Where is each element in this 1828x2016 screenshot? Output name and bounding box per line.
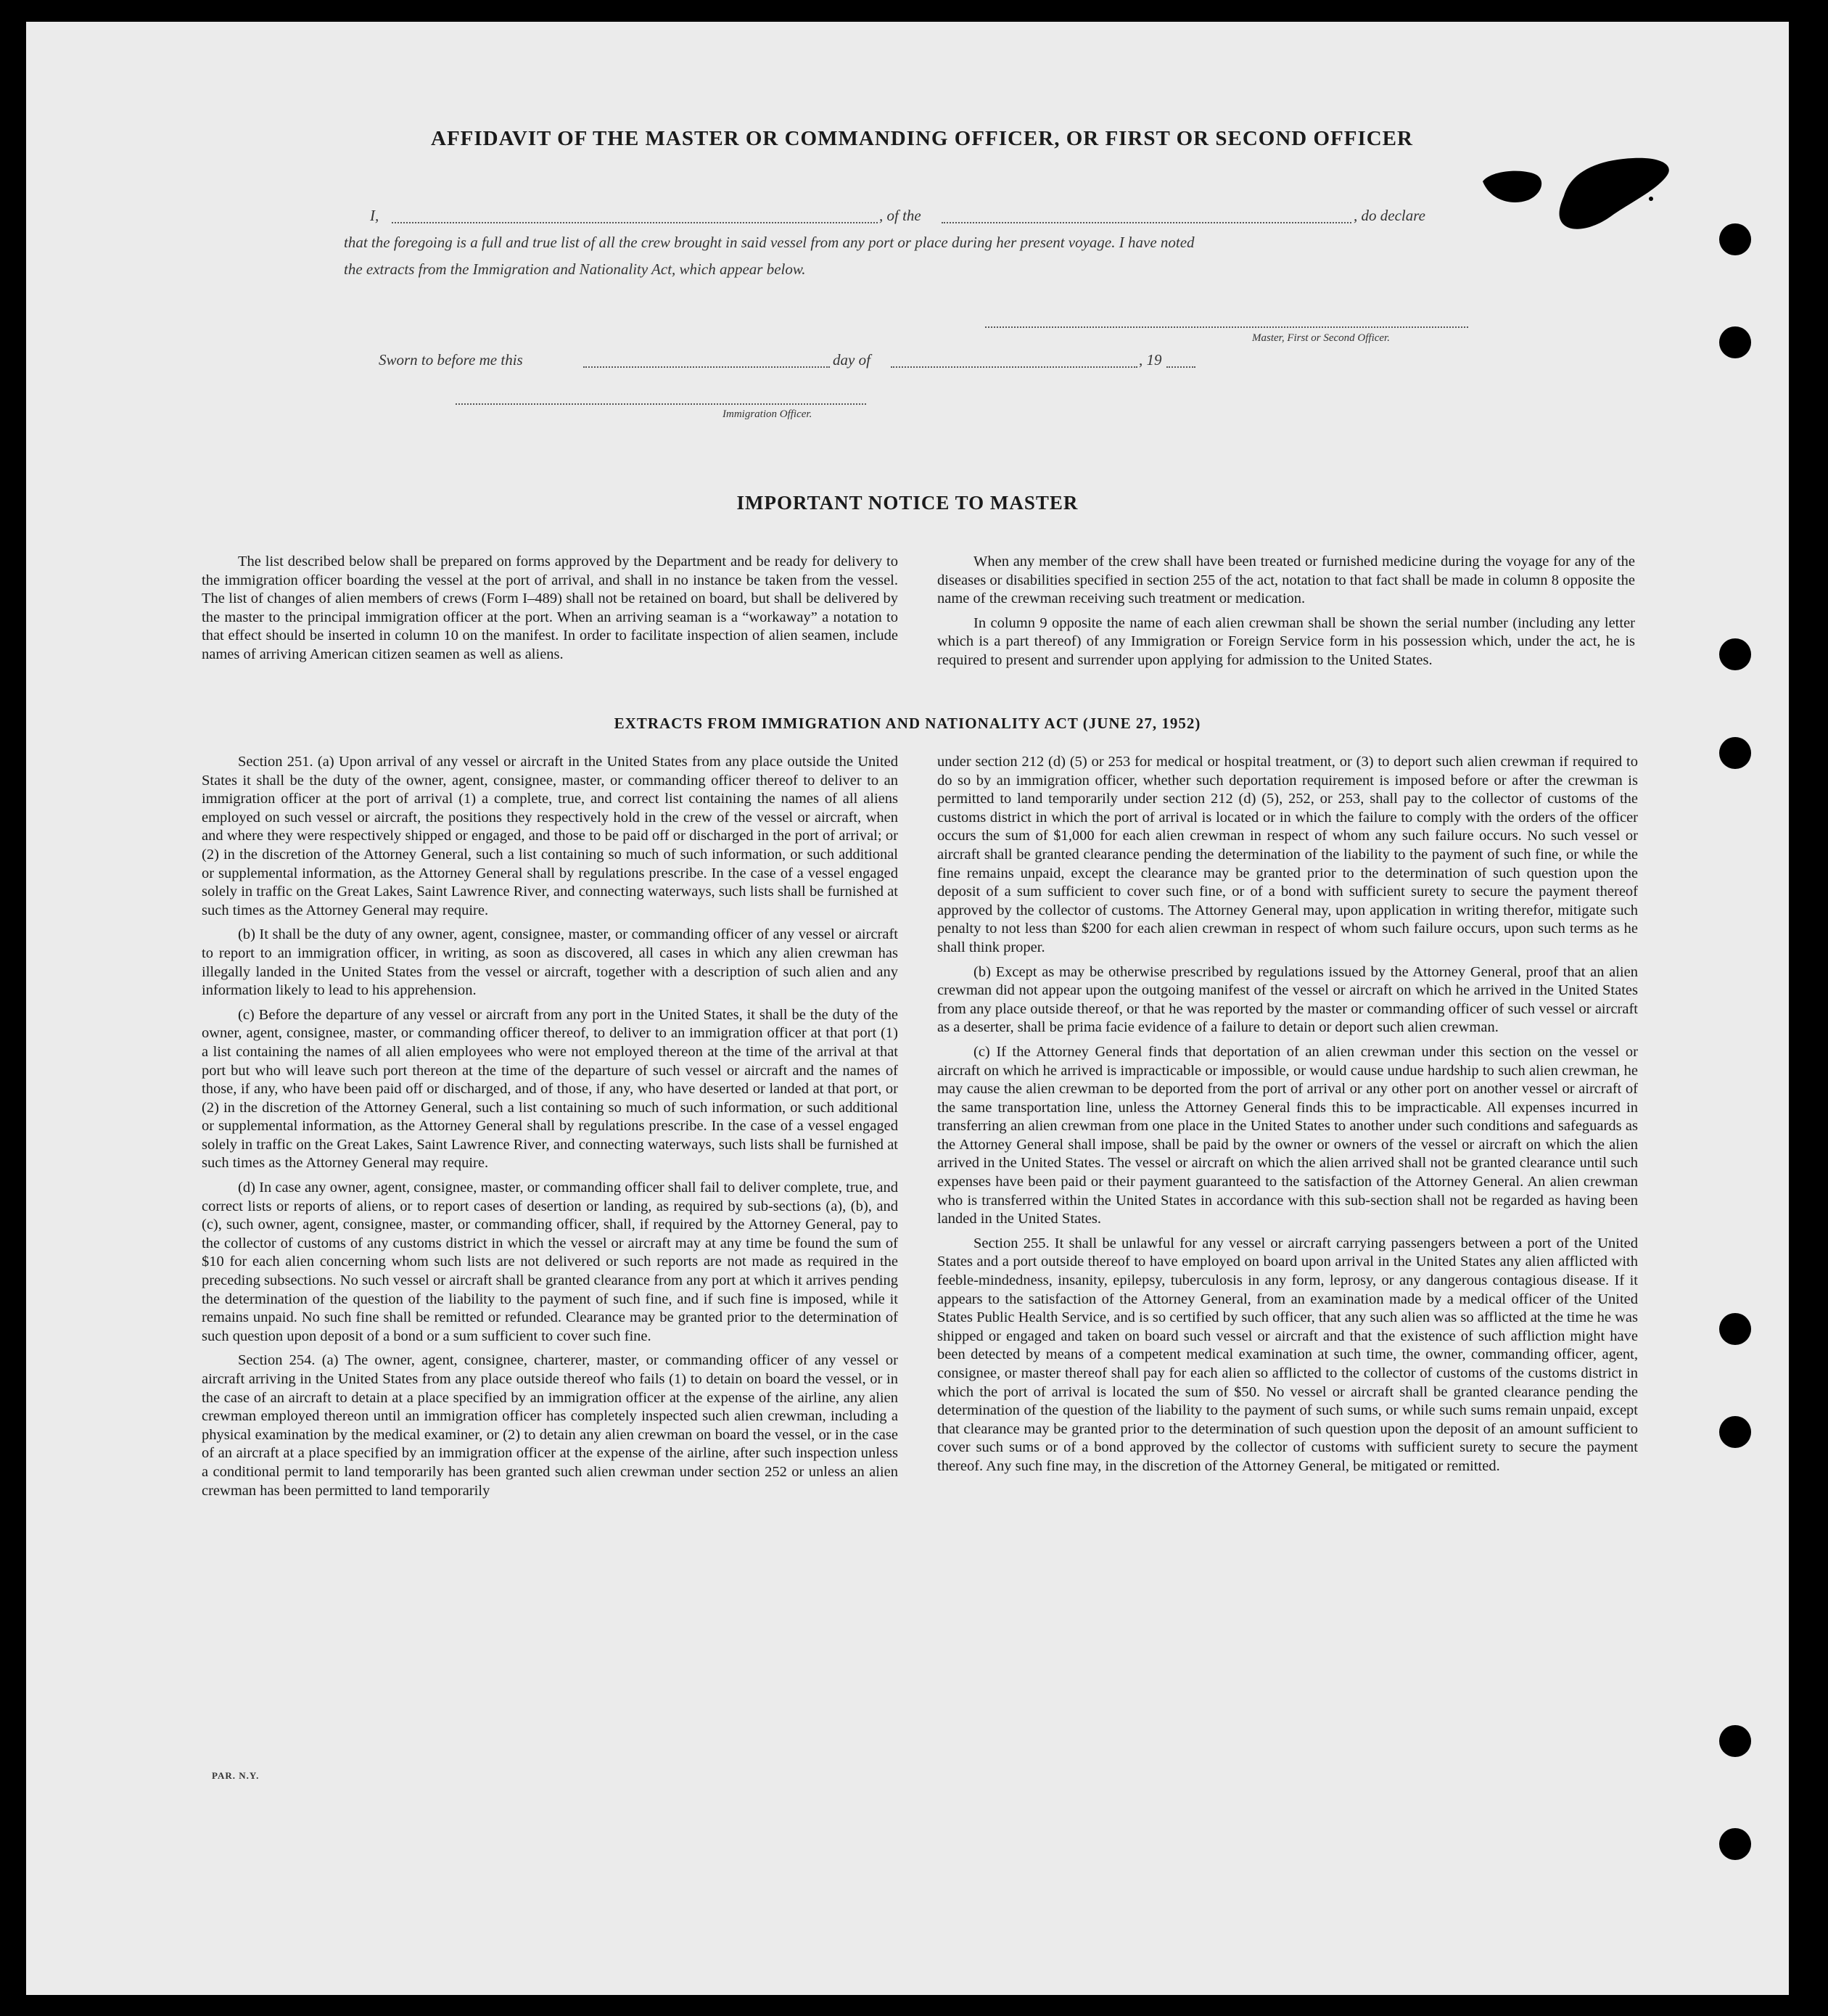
statute-paragraph: under section 212 (d) (5) or 253 for medical or hospital treatment, or (3) to deport such alien crewman if required to do so by an immigration officer, whether such deportation requirement is imposed before or after the crewman is permitted to land temporarily under section 212 (d) (5), 252, or 253, shall pay to the collector of customs of the customs district in which the port of arrival is located or in which the failure to comply with the orders of the officer occurs the sum of $1,000 for each alien crewman in respect of whom any such failure occurs. No such vessel or aircraft shall be granted clearance pending the determination of the liability to the payment of such fine, or while the fine remains unpaid, except the clearance may be granted prior to the determination of such question upon the deposit of a sum sufficient to cover such fine, or of a bond with sufficient surety to secure the payment thereof approved by the collector of customs. The Attorney General may, upon application in writing therefor, mitigate such penalty to not less than $200 for each alien crewman in respect of whom such failure occurs, upon such terms as he shall think proper. [937,754,1638,955]
punch-hole [1719,638,1751,670]
statute-paragraph: Section 251. (a) Upon arrival of any vessel or aircraft in the United States from any place outside the United States it shall be the duty of the owner, agent, consignee, master, or commanding officer thereof to deliver to an immigration officer at the port of arrival (1) a complete, true, and correct list containing the names of all aliens employed on such vessel or aircraft, the positions they respectively hold in the crew of the vessel or aircraft, when and where they were respectively shipped or engaged, and those to be paid off or discharged in the port of arrival; or (2) in the discretion of the Attorney General, such a list containing so much of such information, or such additional or supplemental information, as the Attorney General shall by regulations prescribe. In the case of a vessel engaged solely in traffic on the Great Lakes, Saint Lawrence River, and connecting waterways, such lists shall be furnished at such times as the Attorney General may require. [202,754,898,918]
punch-hole [1719,737,1751,769]
day-of-label: day of [833,351,870,369]
statute-paragraph: (b) Except as may be otherwise prescribed by regulations issued by the Attorney General, proof that an alien crewman did not appear upon the outgoing manifest of the vessel or aircraft on which he arrived in the United States from any place outside thereof, or that he was reported by the master or commanding officer of such vessel or aircraft as a deserter, shall be prima facie evidence of a failure to detain or deport such alien crewman. [937,963,1638,1036]
punch-hole [1719,1725,1751,1757]
punch-hole [1719,326,1751,358]
notice-title: IMPORTANT NOTICE TO MASTER [736,492,1079,514]
statute-paragraph: Section 255. It shall be unlawful for any vessel or aircraft carrying passengers between a port of the United States and a port outside thereof to have employed on board upon arrival in the United States any alien afflicted with feeble-mindedness, insanity, epilepsy, tuberculosis in any form, leprosy, or any dangerous contagious disease. If it appears to the satisfaction of the Attorney General, from an examination made by a medical officer of the United States Public Health Service, and is so certified by such officer, that any such alien was so afflicted at the time he was shipped or engaged and taken on board such vessel or aircraft and that the existence of such affliction might have been detected by means of a competent medical examination at such time, the owner, commanding officer, agent, consignee, or master thereof shall pay for each alien so afflicted to the collector of customs of the customs district in which the port of arrival is located the sum of $50. No vessel or aircraft shall be granted clearance pending the determination of the question of the liability to the payment of such sums, or while such sums remain unpaid, except that clearance may be granted prior to the determination of such question upon the deposit of an amount sufficient to cover such sums or of a bond approved by the collector of customs with sufficient surety to secure the payment thereof. Any such fine may, in the discretion of the Attorney General, be mitigated or remitted. [937,1235,1638,1474]
immigration-officer-caption: Immigration Officer. [722,408,812,420]
sworn-month-field[interactable] [891,366,1137,368]
affidavit-i-label: I, [370,207,379,224]
extracts-right-column [937,753,1638,1482]
punch-hole [1719,1313,1751,1345]
affidavit-extracts-note: the extracts from the Immigration and Nationality Act, which appear below. [344,260,806,278]
extracts-left-column [202,753,898,1506]
sworn-year-field[interactable] [1166,366,1195,368]
punch-hole [1719,1828,1751,1860]
affidavit-of-the-label: , of the [879,207,921,224]
notice-left-column [202,553,898,670]
punch-hole [1719,1416,1751,1448]
master-signature-caption: Master, First or Second Officer. [1252,332,1390,344]
punch-hole [1719,223,1751,255]
year-label: , 19 [1139,351,1162,369]
vessel-name-field[interactable] [942,222,1351,223]
statute-paragraph: (c) Before the departure of any vessel or aircraft from any port in the United States, it shall be the duty of the owner, agent, consignee, master, or commanding officer thereof, to deliver to an immigration officer at that port (1) a list containing the names of all alien employees who were not employed thereon at the time of the arrival at that port but who will leave such port thereon at the time of the departure of such vessel or aircraft and the names of those, if any, who have been paid off or discharged, and of those, if any, who have deserted or landed at that port, or (2) in the discretion of the Attorney General, such a list containing so much of such information, or such additional or supplemental information, as the Attorney General shall by regulations prescribe. In the case of a vessel engaged solely in traffic on the Great Lakes, Saint Lawrence River, and connecting waterways, such lists shall be furnished at such times as the Attorney General may require. [202,1006,898,1172]
notice-paragraph: The list described below shall be prepared on forms approved by the Department and be ready for delivery to the immigration officer boarding the vessel at the port of arrival, and shall in no instance be taken from the vessel. The list of changes of alien members of crews (Form I–489) shall not be retained on board, but shall be delivered by the master to the principal immigration officer at the port. When an arriving seaman is a “workaway” a notation to that effect should be inserted in column 10 on the manifest. In order to facilitate inspection of alien seamen, include names of arriving American citizen seamen as well as aliens. [202,554,898,662]
master-signature-field[interactable] [985,326,1468,328]
notice-paragraph: In column 9 opposite the name of each alien crewman shall be shown the serial number (including any letter which is a part thereof) of any Immigration or Foreign Service form in his possession which, under the act, he is required to present and surrender upon applying for admission to the United States. [937,614,1635,668]
declarant-name-field[interactable] [392,222,878,223]
immigration-officer-signature-field[interactable] [456,403,866,405]
notice-right-column [937,553,1635,676]
sworn-day-field[interactable] [583,366,830,368]
document-page [26,22,1789,1995]
ink-blot-mark [1477,131,1695,247]
statute-paragraph: (c) If the Attorney General finds that deportation of an alien crewman under this section on the vessel or aircraft on which he arrived is impracticable or impossible, or would cause undue hardship to such alien crewman, he may cause the alien crewman to be deported from the port of arrival or any other port on another vessel or aircraft of the same transportation line, unless the Attorney General finds this to be impracticable. All expenses incurred in transferring an alien crewman from one place in the United States to another under such conditions and safeguards as the Attorney General shall impose, shall be paid by the owner or owners of the vessel or aircraft on which the alien arrived in the United States. The vessel or aircraft on which the alien arrived shall not be granted clearance until such expenses have been paid or their payment guaranteed to the satisfaction of the Attorney General. An alien crewman who is transferred within the United States in accordance with this sub-section shall not be regarded as having been landed in the United States. [937,1043,1638,1227]
affidavit-declaration-line: that the foregoing is a full and true list of all the crew brought in said vessel from any port or place during her present voyage. I have noted [344,234,1195,251]
statute-paragraph: Section 254. (a) The owner, agent, consignee, charterer, master, or commanding officer of any vessel or aircraft arriving in the United States from any place outside thereof who fails (1) to detain on board the vessel, or in the case of an aircraft to detain at a place specified by an immigration officer at the expense of the airline, any alien crewman employed thereon until an immigration officer has completely inspected such alien crewman, including a physical examination by the medical examiner, or (2) to detain any alien crewman on board the vessel, or in the case of an aircraft at a place specified by an immigration officer at the expense of the airline, after such inspection unless a conditional permit to land temporarily has been granted such alien crewman under section 252 or unless an alien crewman has been permitted to land temporarily [202,1352,898,1499]
sworn-label: Sworn to before me this [379,351,523,369]
affidavit-declare-label: , do declare [1354,207,1425,224]
statute-paragraph: (d) In case any owner, agent, consignee, master, or commanding officer shall fail to deliver complete, true, and correct lists or reports of aliens, or to report cases of desertion or landing, as required by sub-sections (a), (b), and (c), such owner, agent, consignee, master, or commanding officer, shall, if required by the Attorney General, pay to the collector of customs of any customs district in which the vessel or aircraft may at any time be found the sum of $10 for each alien concerning whom such lists are not delivered or such reports are not made as required in the preceding subsections. No such vessel or aircraft shall be granted clearance from any port at which it arrives pending the determination of the question of the liability to the payment of such fine, and if such fine is imposed, while it remains unpaid. No such fine shall be remitted or refunded. Clearance may be granted prior to the determination of such question upon deposit of a bond or a sum sufficient to cover such fine. [202,1180,898,1344]
extracts-title: EXTRACTS FROM IMMIGRATION AND NATIONALITY ACT (JUNE 27, 1952) [614,715,1201,732]
printer-mark: PAR. N.Y. [212,1770,260,1781]
statute-paragraph: (b) It shall be the duty of any owner, agent, consignee, master, or commanding officer of any vessel or aircraft to report to an immigration officer, in writing, as soon as discovered, all cases in which any alien crewman has illegally landed in the United States from the vessel or aircraft, together with a description of such alien and any information likely to lead to his apprehension. [202,926,898,999]
notice-paragraph: When any member of the crew shall have been treated or furnished medicine during the voyage for any of the diseases or disabilities specified in section 255 of the act, notation to that fact shall be made in column 8 opposite the name of the crewman receiving such treatment or medication. [937,554,1635,607]
affidavit-title: AFFIDAVIT OF THE MASTER OR COMMANDING OFFICER, OR FIRST OR SECOND OFFICER [431,127,1413,150]
